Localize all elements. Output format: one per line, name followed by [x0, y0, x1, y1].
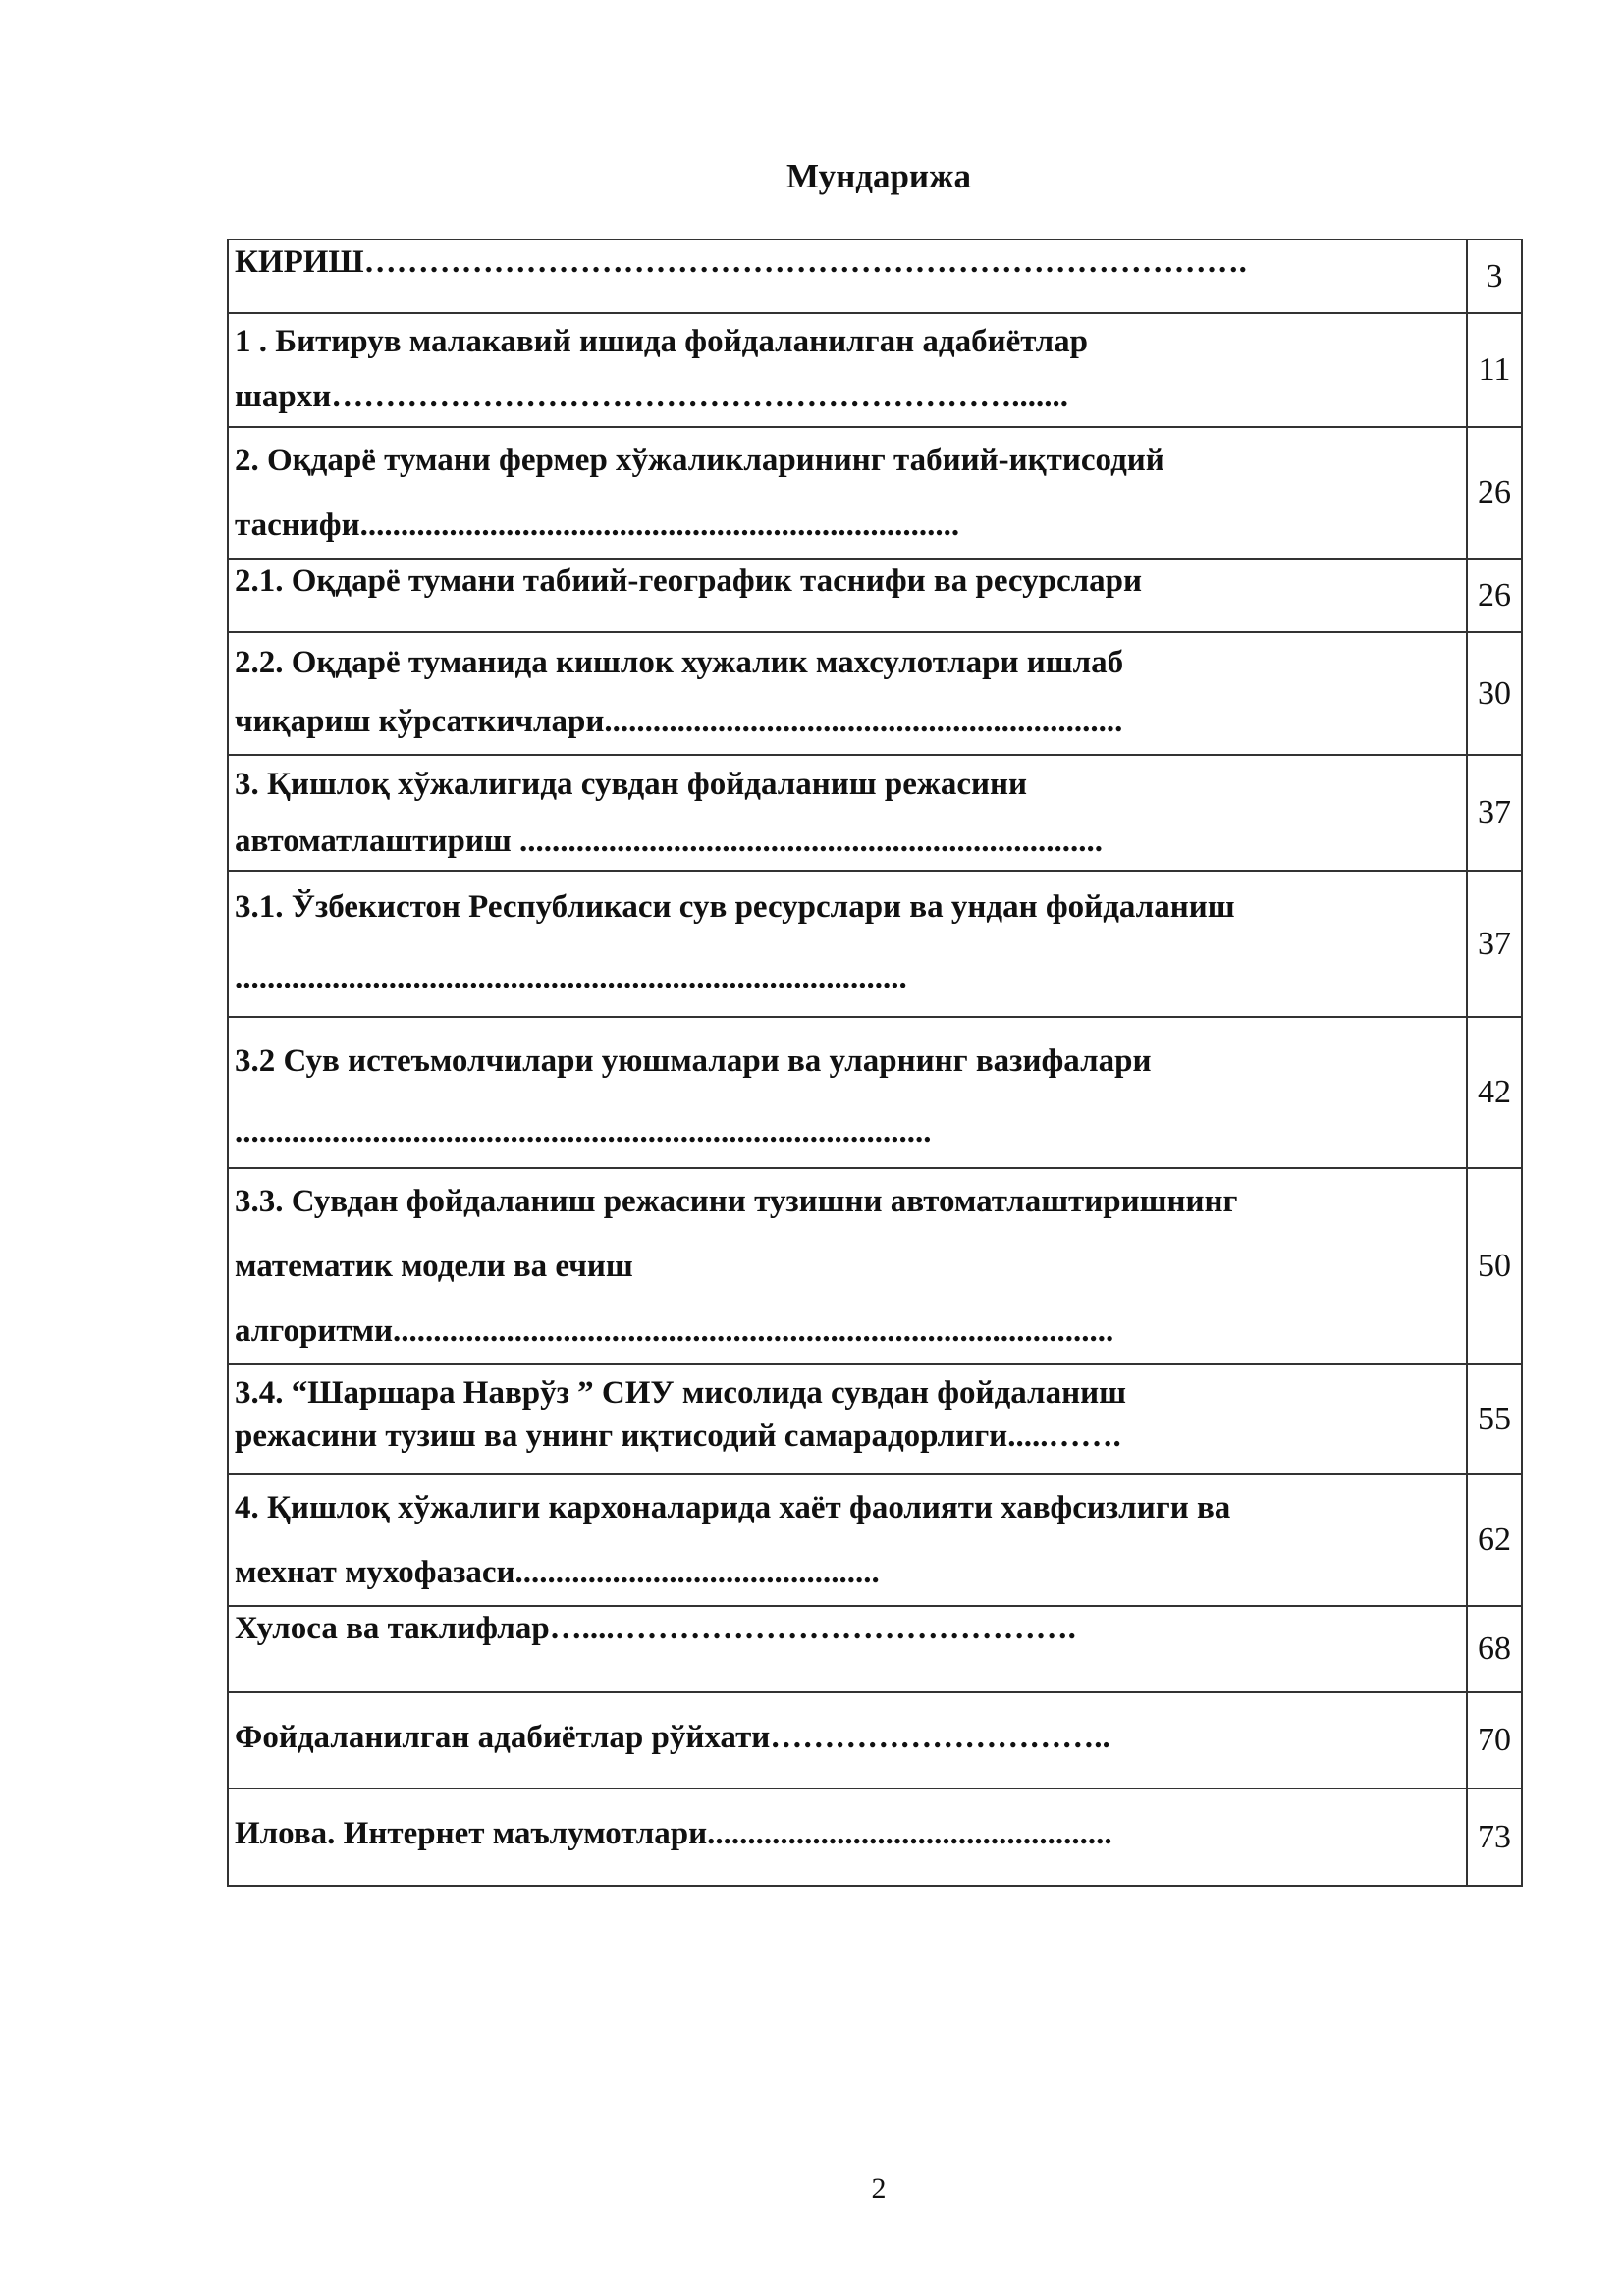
toc-entry-line: математик модели ва ечиш	[235, 1249, 633, 1284]
toc-entry-title	[228, 427, 1467, 559]
toc-row	[228, 313, 1522, 427]
toc-entry-line: Хулоса ва таклифлар…....…………………………………….	[235, 1611, 1076, 1646]
toc-entry-page: 42	[1467, 1017, 1522, 1168]
toc-entry-page: 11	[1467, 313, 1522, 427]
toc-entry-title	[228, 632, 1467, 755]
toc-row	[228, 632, 1522, 755]
toc-entry-title	[228, 755, 1467, 871]
toc-body	[228, 240, 1522, 1886]
toc-entry-line: 2. Оқдарё тумани фермер хўжаликларининг табиий-иқтисодий	[235, 443, 1164, 478]
toc-row	[228, 1168, 1522, 1364]
toc-row	[228, 1692, 1522, 1789]
toc-entry-line: 2.1. Оқдарё тумани табиий-географик таснифи ва ресурслари	[235, 563, 1142, 599]
toc-row	[228, 427, 1522, 559]
toc-entry-line: мехнат мухофазаси.............................................	[235, 1555, 880, 1590]
page-number: 2	[871, 2172, 887, 2205]
toc-entry-line: Фойдаланилган адабиётлар рўйхати…………………………..	[235, 1720, 1110, 1755]
toc-entry-line: таснифи..........................................................................	[235, 507, 960, 543]
toc-entry-page: 55	[1467, 1364, 1522, 1474]
toc-entry-page: 37	[1467, 871, 1522, 1017]
toc-row	[228, 240, 1522, 313]
toc-entry-line: алгоритми.........................................................................................	[235, 1313, 1114, 1349]
toc-entry-line: шархи……………………………………………………….......	[235, 379, 1068, 414]
toc-entry-line: КИРИШ……………………………………………………………………….	[235, 244, 1247, 280]
toc-entry-title	[228, 1692, 1467, 1789]
toc-entry-line: 3.3. Сувдан фойдаланиш режасини тузишни автоматлаштиришнинг	[235, 1184, 1238, 1219]
toc-entry-line: Илова. Интернет маълумотлари..................................................	[235, 1816, 1112, 1851]
toc-row	[228, 1017, 1522, 1168]
toc-entry-title	[228, 240, 1467, 313]
toc-entry-page: 30	[1467, 632, 1522, 755]
toc-entry-page: 50	[1467, 1168, 1522, 1364]
toc-row	[228, 1789, 1522, 1886]
toc-entry-title	[228, 559, 1467, 632]
toc-row	[228, 1364, 1522, 1474]
toc-entry-line: 2.2. Оқдарё туманида кишлок хужалик махсулотлари ишлаб	[235, 645, 1124, 680]
toc-entry-page: 68	[1467, 1606, 1522, 1692]
toc-entry-title	[228, 1606, 1467, 1692]
toc-entry-line: 3. Қишлоқ хўжалигида сувдан фойдаланиш режасини	[235, 767, 1028, 802]
toc-row	[228, 871, 1522, 1017]
toc-entry-line: 3.4. “Шаршара Наврўз ” СИУ мисолида сувдан фойдаланиш	[235, 1375, 1126, 1411]
toc-entry-title	[228, 1168, 1467, 1364]
toc-entry-title	[228, 1017, 1467, 1168]
toc-entry-title	[228, 1474, 1467, 1606]
toc-entry-line: 3.2 Сув истеъмолчилари уюшмалари ва уларнинг вазифалари	[235, 1043, 1152, 1079]
page-title: Мундарижа	[786, 157, 971, 195]
toc-entry-line: 3.1. Ўзбекистон Республикаси сув ресурслари ва ундан фойдаланиш	[235, 889, 1235, 925]
toc-entry-page: 37	[1467, 755, 1522, 871]
toc-entry-title	[228, 1789, 1467, 1886]
toc-entry-title	[228, 871, 1467, 1017]
table-of-contents	[227, 239, 1523, 1887]
toc-entry-line: чиқариш кўрсаткичлари................................................................	[235, 704, 1123, 739]
toc-row	[228, 1474, 1522, 1606]
toc-entry-line: ......................................................................................	[235, 1114, 932, 1149]
toc-entry-line: режасини тузиш ва унинг иқтисодий самарадорлиги.....…….	[235, 1418, 1121, 1454]
toc-row	[228, 1606, 1522, 1692]
toc-row	[228, 559, 1522, 632]
toc-entry-page: 3	[1467, 240, 1522, 313]
toc-entry-page: 70	[1467, 1692, 1522, 1789]
toc-entry-line: 4. Қишлоқ хўжалиги кархоналарида хаёт фаолияти хавфсизлиги ва	[235, 1490, 1231, 1525]
toc-entry-page: 73	[1467, 1789, 1522, 1886]
toc-entry-line: автоматлаштириш ........................................................................	[235, 824, 1104, 859]
toc-entry-title	[228, 313, 1467, 427]
toc-entry-line: ...................................................................................	[235, 960, 907, 995]
toc-row	[228, 755, 1522, 871]
toc-entry-title	[228, 1364, 1467, 1474]
toc-entry-page: 26	[1467, 559, 1522, 632]
toc-entry-page: 26	[1467, 427, 1522, 559]
toc-entry-page: 62	[1467, 1474, 1522, 1606]
toc-entry-line: 1 . Битирув малакавий ишида фойдаланилган адабиётлар	[235, 324, 1089, 359]
